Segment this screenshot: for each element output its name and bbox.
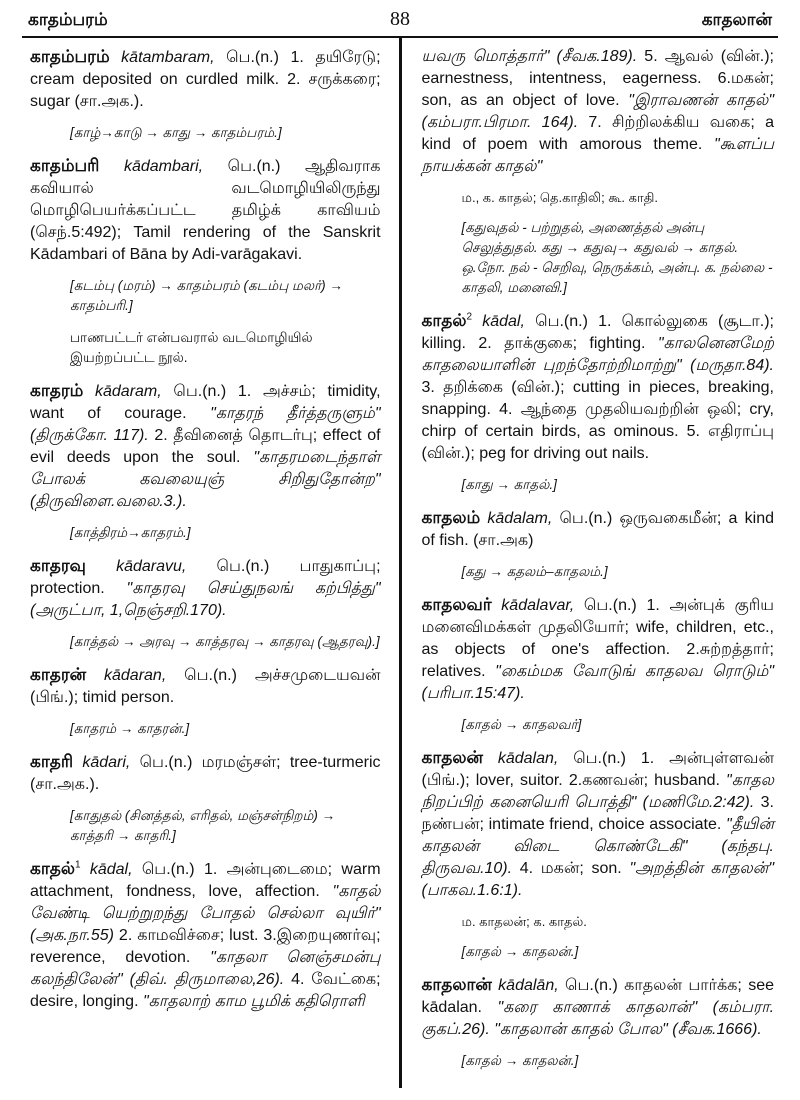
definition-text: 2. தீவினைத் தொடர்பு; effect of evil deeds upon the soul.	[30, 427, 381, 466]
dictionary-entry	[30, 555, 381, 622]
definition-text: பெ.(n.) மரமஞ்சள்; tree-turmeric (சா.அக.).	[30, 754, 381, 793]
dictionary-entry	[422, 747, 775, 902]
headword: காதல்	[30, 859, 75, 878]
entry-continuation	[422, 46, 775, 178]
dictionary-entry	[422, 310, 775, 465]
headword: காதல்	[421, 311, 467, 330]
definition-text: பெ.(n.) 1. கொல்லுகை (சூடா.); killing. 2. தாக்குகை; fighting.	[421, 313, 774, 352]
transliteration: kādaran,	[104, 667, 167, 684]
citation-quote: "கைம்மக வோடுங் காதலவ ரொடும்" (பரிபா.15:47).	[421, 663, 774, 702]
transliteration: kādal,	[482, 313, 525, 330]
citation-quote: "காதல் வேண்டி யெற்றுறந்து போதல் செல்லா வுயிர்" (அக.நா.55)	[30, 883, 381, 944]
transliteration: kādambari,	[123, 158, 204, 175]
citation-quote: "காதலான் காதல் போல" (சீவக.1666).	[494, 1021, 762, 1038]
citation-quote: "காலனெனமேற் காதலையாளின் புறந்தோற்றிமாற்று" (மருதா.84).	[421, 335, 774, 374]
etymology-note: [கதுவுதல் - பற்றுதல், அணைத்தல் அன்பு செலுத்துதல். கது → கதுவு→ கதுவல் → காதல். ஒ.நோ. நல் - செறிவு, நெருக்கம், அன்பு. க. நல்லை - காதலி, மனைவி.]	[461, 220, 773, 295]
transliteration: kādalam,	[487, 510, 553, 527]
column-divider	[399, 38, 402, 1088]
left-column	[22, 38, 389, 1088]
headword: காதரவு	[30, 556, 86, 575]
definition-text: பெ.(n.) 1. அச்சம்; timidity, want of courage.	[30, 383, 381, 422]
citation-quote: "கரை காணாக் காதலான்" (கம்பரா. குகப்.26).	[421, 999, 775, 1038]
etymology-note: [காத்தல் → அரவு → காத்தரவு → காதரவு (ஆதரவு).]	[70, 634, 380, 649]
transliteration: kādalān,	[498, 977, 559, 994]
definition-text: பெ.(n.) 1. அன்புக் குரிய மனைவிமக்கள் முதலியோர்; wife, children, etc., as objects of one's affection. 2.சுற்றத்தார்; relatives.	[421, 597, 774, 680]
definition-text: பெ.(n.) 1. தயிரேடு; cream deposited on curdled milk. 2. சருக்கரை; sugar (சா.அக.).	[30, 49, 381, 110]
headword: காதரன்	[30, 665, 87, 684]
etymology-note: [காதல் → காதலன்.]	[461, 944, 579, 959]
transliteration: kādaravu,	[116, 558, 187, 575]
definition-text: பெ.(n.) ஆதிவராக கவியால் வடமொழியிலிருந்து மொழிபெயர்க்கப்பட்ட தமிழ்க் காவியம் (செந்.5:492); Tamil rendering of the Sanskrit Kādambari of Bāna by Adi-varāgakavi.	[30, 158, 381, 263]
dictionary-entry	[422, 507, 775, 552]
etymology-note: [காதுதல் (சினத்தல், எரிதல், மஞ்சள்நிறம்) → காத்தரி → காதரி.]	[70, 808, 336, 843]
etymology-note: [காது → காதல்.]	[461, 477, 557, 492]
citation-quote: யவரு மொத்தார்" (சீவக.189).	[421, 48, 638, 65]
definition-text: பெ.(n.) அச்சமுடையவன் (பிங்.); timid person.	[30, 667, 381, 706]
definition-text: 3. நண்பன்; intimate friend, choice associate.	[421, 794, 775, 833]
dictionary-entry	[30, 664, 381, 709]
transliteration: kādalan,	[497, 750, 559, 767]
definition-text: பெ.(n.) காதலன் பார்க்க; see kādalan.	[421, 977, 775, 1016]
cognates-note: ம. காதலன்; க. காதல்.	[461, 914, 587, 929]
definition-text: 3. தறிக்கை (வின்.); cutting in pieces, breaking, snapping. 4. ஆந்தை முதலியவற்றின் ஒலி; cry, chirp of certain birds, as ominous. 5. எதிராப்பு (வின்.); peg for driving out nails.	[421, 379, 774, 462]
page-header	[22, 6, 778, 38]
citation-quote: "காதல நிறப்பிற் கனையெரி பொத்தி" (மணிமே.2:42).	[421, 772, 774, 811]
headword: காதரி	[30, 752, 74, 771]
right-guide-word: காதலான்	[701, 10, 772, 29]
homonym-number: 2	[466, 311, 473, 323]
dictionary-entry	[422, 594, 775, 705]
definition-text: பெ.(n.) ஒருவகைமீன்; a kind of fish. (சா.அக)	[421, 510, 774, 549]
dictionary-entry	[30, 46, 381, 113]
citation-quote: "கூளப்ப நாயக்கன் காதல்"	[421, 136, 774, 175]
citation-quote: "தீயின் காதலன் விடை கொண்டேகி" (கந்தபு. திருவவ.10).	[421, 816, 774, 877]
citation-quote: "காதலா னெஞ்சமன்பு கலந்திலேன்" (திவ். திருமாலை,26).	[30, 949, 381, 988]
citation-quote: "காதரந் தீர்த்தருளும்" (திருக்கோ. 117).	[30, 405, 381, 444]
headword: காதரம்	[30, 381, 84, 400]
definition-text: பெ.(n.) 1. அன்புள்ளவன் (பிங்.); lover, suitor. 2.கணவன்; husband.	[421, 750, 774, 789]
transliteration: kādari,	[82, 754, 131, 771]
headword: காதம்பரி	[30, 156, 100, 175]
transliteration: kādaram,	[95, 383, 162, 400]
definition-text: 4. மகன்; son.	[512, 860, 630, 877]
citation-quote: "இராவணன் காதல்" (கம்பரா.பிரமா. 164).	[421, 92, 774, 131]
headword: காதலவர்	[421, 595, 492, 614]
transliteration: kādalavar,	[501, 597, 575, 614]
citation-quote: "காதரமடைந்தாள் போலக் கவலையுஞ் சிறிதுதோன்ற" (திருவிளை.வலை.3.).	[30, 449, 381, 510]
definition-text: 2. காமவிச்சை; lust. 3.இறையுணர்வு; reverence, devotion.	[30, 927, 381, 966]
definition-text: பெ.(n.) பாதுகாப்பு; protection.	[30, 558, 381, 597]
etymology-note: [காதரம் → காதரன்.]	[70, 721, 190, 736]
headword: காதலன்	[421, 748, 483, 767]
definition-text: 5. ஆவல் (வின்.); earnestness, intentness, eagerness. 6.மகன்; son, as an object of love.	[421, 48, 774, 109]
etymology-note: [காதல் → காதலவர்]	[461, 717, 582, 732]
transliteration: kātambaram,	[121, 49, 215, 66]
dictionary-entry	[30, 380, 381, 513]
headword: காதம்பரம்	[30, 47, 110, 66]
citation-quote: "காதரவு செய்துநலங் கற்பித்து" (அருட்பா, 1,நெஞ்சறி.170).	[30, 580, 381, 619]
etymology-note: [கது → கதலம்–காதலம்.]	[461, 564, 608, 579]
etymology-note: [காத்திரம்→காதரம்.]	[70, 525, 191, 540]
headword: காதலான்	[421, 975, 492, 994]
citation-quote: "காதலாற் காம பூமிக் கதிரொளி	[142, 993, 365, 1010]
definition-text: 7. சிற்றிலக்கிய வகை; a kind of poem with amorous theme.	[421, 114, 774, 153]
columns	[22, 38, 778, 1088]
citation-quote: "அறத்தின் காதலன்" (பாகவ.1.6:1).	[421, 860, 775, 899]
etymology-note: [காதல் → காதலன்.]	[461, 1053, 579, 1068]
definition-text: பெ.(n.) 1. அன்புடைமை; warm attachment, fondness, love, affection.	[30, 861, 381, 900]
homonym-number: 1	[74, 859, 81, 871]
dictionary-entry	[30, 858, 381, 1013]
right-column	[412, 38, 779, 1088]
usage-note: பாணபட்டர் என்பவரால் வடமொழியில் இயற்றப்பட்ட நூல்.	[70, 330, 313, 365]
page-number: 88	[390, 8, 410, 30]
cognates-note: ம., க. காதல்; தெ.காதிலி; கூ. காதி.	[461, 190, 658, 205]
dictionary-entry	[30, 155, 381, 266]
headword: காதலம்	[421, 508, 481, 527]
etymology-note: [காழ்→காடு → காது → காதம்பரம்.]	[70, 125, 282, 140]
left-guide-word: காதம்பரம்	[28, 10, 108, 29]
etymology-note: [கடம்பு (மரம்) → காதம்பரம் (கடம்பு மலர்) → காதம்பரி.]	[70, 278, 343, 313]
definition-text: 4. வேட்கை; desire, longing.	[30, 971, 381, 1010]
dictionary-entry	[422, 974, 775, 1041]
transliteration: kādal,	[89, 861, 133, 878]
dictionary-entry	[30, 751, 381, 796]
